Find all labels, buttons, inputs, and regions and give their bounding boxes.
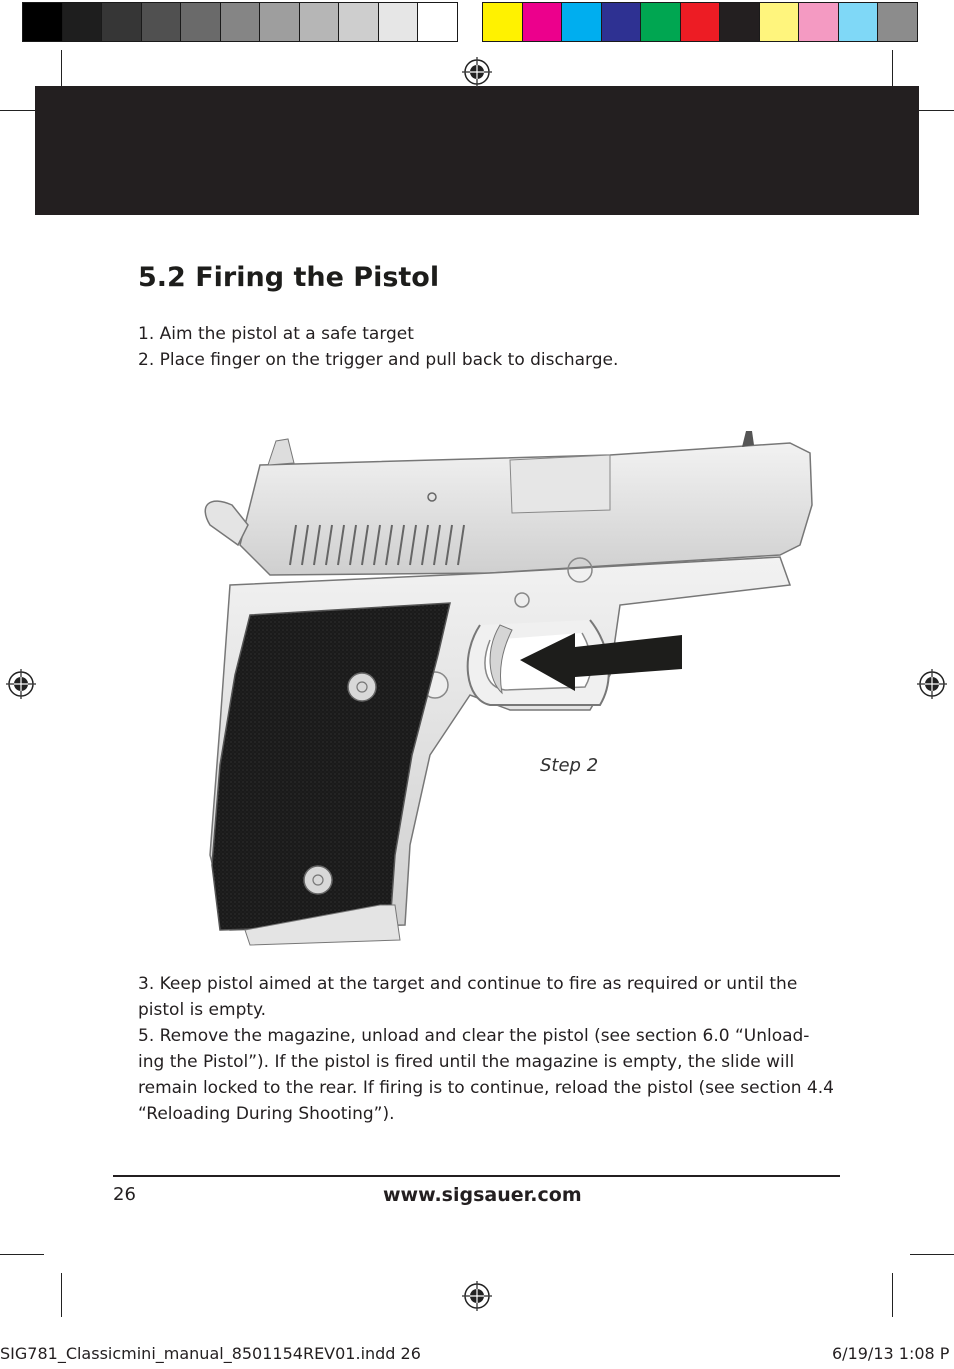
registration-mark-right-icon xyxy=(917,669,947,699)
crop-mark-bottom-left-h xyxy=(0,1254,44,1255)
crop-mark-bottom-left-v xyxy=(61,1273,62,1317)
crop-mark-bottom-right-v xyxy=(892,1273,893,1317)
registration-mark-bottom-icon xyxy=(462,1281,492,1311)
color-swatch-3 xyxy=(561,2,602,42)
gray-swatch-4 xyxy=(141,2,182,42)
pistol-illustration xyxy=(190,425,830,955)
crop-mark-bottom-right-h xyxy=(910,1254,954,1255)
color-swatch-9 xyxy=(798,2,839,42)
registration-mark-left-icon xyxy=(6,669,36,699)
color-swatch-10 xyxy=(838,2,879,42)
gray-swatch-3 xyxy=(101,2,142,42)
header-bar xyxy=(35,86,919,215)
color-swatch-1 xyxy=(482,2,523,42)
registration-mark-top-icon xyxy=(462,57,492,87)
step-1-text: 1. Aim the pistol at a safe target xyxy=(138,324,414,344)
gray-swatch-11 xyxy=(417,2,458,42)
gray-swatch-2 xyxy=(62,2,103,42)
color-swatch-5 xyxy=(640,2,681,42)
step-3-line-1: 3. Keep pistol aimed at the target and continue to fire as required or until the xyxy=(138,974,798,994)
color-swatch-7 xyxy=(719,2,760,42)
color-swatch-8 xyxy=(759,2,800,42)
color-swatch-6 xyxy=(680,2,721,42)
step-5-line-2: ing the Pistol”). If the pistol is fired until the magazine is empty, the slide will xyxy=(138,1052,795,1072)
color-swatch-2 xyxy=(522,2,563,42)
color-swatch-4 xyxy=(601,2,642,42)
step-2-text: 2. Place finger on the trigger and pull back to discharge. xyxy=(138,350,619,370)
figure-caption: Step 2 xyxy=(540,755,599,776)
gray-swatch-5 xyxy=(180,2,221,42)
gray-swatch-9 xyxy=(338,2,379,42)
step-5-line-1: 5. Remove the magazine, unload and clear the pistol (see section 6.0 “Unload- xyxy=(138,1026,810,1046)
gray-color-bar xyxy=(22,0,457,44)
gray-swatch-6 xyxy=(220,2,261,42)
slug-file: SIG781_Classicmini_manual_8501154REV01.indd 26 xyxy=(0,1344,421,1363)
slug-date: 6/19/13 1:08 P xyxy=(832,1344,950,1363)
page-number: 26 xyxy=(113,1184,136,1205)
step-5-line-3: remain locked to the rear. If firing is to continue, reload the pistol (see section 4.4 xyxy=(138,1078,834,1098)
footer-url[interactable]: www.sigsauer.com xyxy=(383,1184,582,1206)
gray-swatch-8 xyxy=(299,2,340,42)
process-color-bar xyxy=(482,0,917,44)
color-swatch-11 xyxy=(877,2,918,42)
gray-swatch-7 xyxy=(259,2,300,42)
section-title: 5.2 Firing the Pistol xyxy=(138,262,440,293)
gray-swatch-10 xyxy=(378,2,419,42)
gray-swatch-1 xyxy=(22,2,63,42)
footer-rule xyxy=(113,1175,840,1177)
step-3-line-2: pistol is empty. xyxy=(138,1000,267,1020)
step-5-line-4: “Reloading During Shooting”). xyxy=(138,1104,395,1124)
